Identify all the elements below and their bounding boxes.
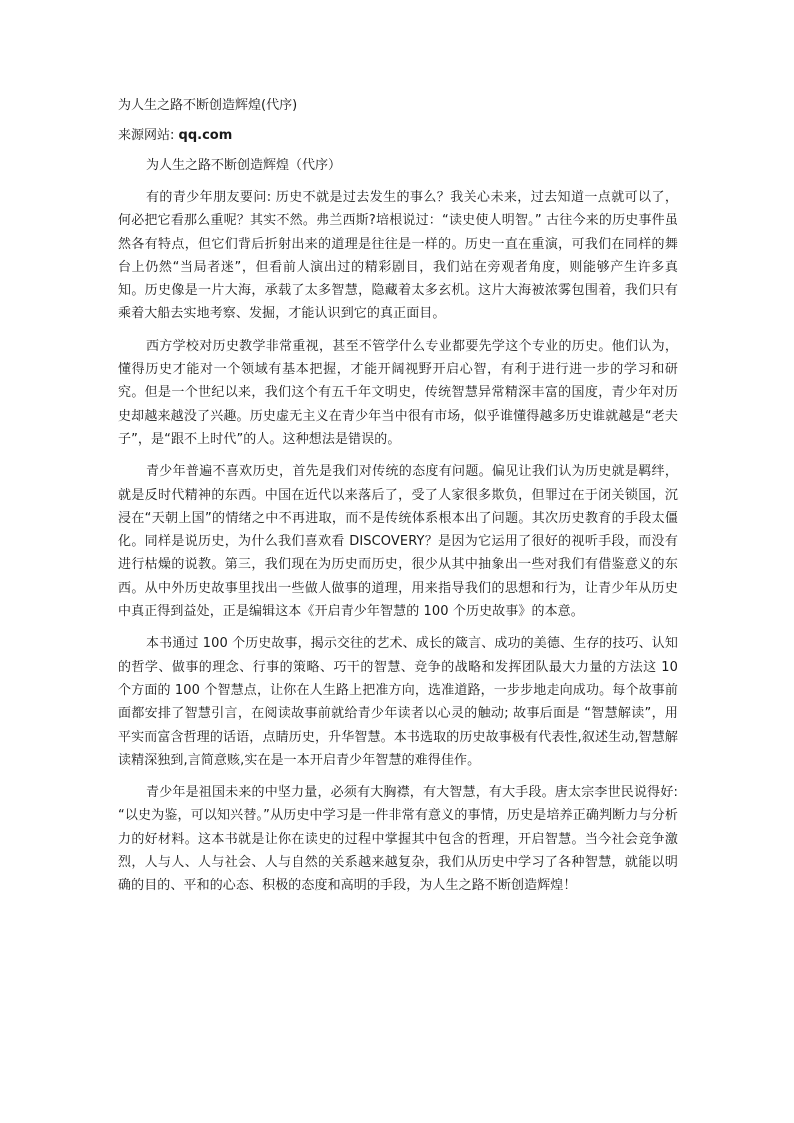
document-subtitle: 为人生之路不断创造辉煌（代序）: [146, 158, 342, 173]
paragraph-4: 本书通过 100 个历史故事，揭示交往的艺术、成长的箴言、成功的美德、生存的技巧、认知的哲学、做事的理念、行事的策略、巧干的智慧、竞争的战略和发挥团队最大力量的方法这 10 个方面的 100 个智慧点，让你在人生路上把准方向，选准道路，一步步地走向成功。每个故事前面都安排了智慧引言，在阅读故事前就给青少年读者以心灵的触动; 故事后面是 “智慧解读”，用平实而富含哲理的话语，点睛历史，升华智慧。本书选取的历史故事极有代表性,叙述生动,智慧解读精深独到,言简意赅,实在是一本开启青少年智慧的难得佳作。: [118, 636, 678, 768]
paragraph-5: 青少年是祖国未来的中坚力量，必须有大胸襟，有大智慧，有大手段。唐太宗李世民说得好: “以史为鉴，可以知兴替。”从历史中学习是一件非常有意义的事情，历史是培养正确判断力与分析力的好材料。这本书就是让你在读史的过程中掌握其中包含的哲理，开启智慧。当今社会竞争激烈，人与人、人与社会、人与自然的关系越来越复杂，我们从历史中学习了各种智慧，就能以明确的目的、平和的心态、积极的态度和高明的手段，为人生之路不断创造辉煌！: [118, 785, 678, 894]
document-page: [118, 96, 678, 907]
source-line: [118, 126, 678, 146]
paragraph-3: 青少年普遍不喜欢历史，首先是我们对传统的态度有问题。偏见让我们认为历史就是羁绊，就是反时代精神的东西。中国在近代以来落后了，受了人家很多欺负，但罪过在于闭关锁国，沉浸在“天朝上国”的情绪之中不再进取，而不是传统体系根本出了问题。其次历史教育的手段太僵化。同样是说历史，为什么我们喜欢看 DISCOVERY？是因为它运用了很好的视听手段，而没有进行枯燥的说教。第三，我们现在为历史而历史，很少从其中抽象出一些对我们有借鉴意义的东西。从中外历史故事里找出一些做人做事的道理，用来指导我们的思想和行为，让青少年从历史中真正得到益处，正是编辑这本《开启青少年智慧的 100 个历史故事》的本意。: [118, 464, 678, 620]
source-label: 来源网站:: [118, 128, 179, 143]
paragraph-2: 西方学校对历史教学非常重视，甚至不管学什么专业都要先学这个专业的历史。他们认为，懂得历史才能对一个领域有基本把握，才能开阔视野开启心智，有利于进行进一步的学习和研究。但是一个世纪以来，我们这个有五千年文明史，传统智慧异常精深丰富的国度，青少年对历史却越来越没了兴趣。历史虚无主义在青少年当中很有市场，似乎谁懂得越多历史谁就越是“老夫子”，是“跟不上时代”的人。这种想法是错误的。: [118, 338, 678, 447]
document-title: 为人生之路不断创造辉煌(代序): [118, 98, 298, 113]
paragraph-1: 有的青少年朋友要问: 历史不就是过去发生的事么？我关心未来，过去知道一点就可以了，何必把它看那么重呢？其实不然。弗兰西斯?培根说过：“读史使人明智。” 古往今来的历史事件虽然各有特点，但它们背后折射出来的道理是往往是一样的。历史一直在重演，可我们在同样的舞台上仍然“当局者迷”，但看前人演出过的精彩剧目，我们站在旁观者角度，则能够产生许多真知。历史像是一片大海，承载了太多智慧，隐藏着太多玄机。这片大海被浓雾包围着，我们只有乘着大船去实地考察、发掘，才能认识到它的真正面目。: [118, 190, 678, 322]
source-link[interactable]: qq.com: [178, 128, 233, 143]
